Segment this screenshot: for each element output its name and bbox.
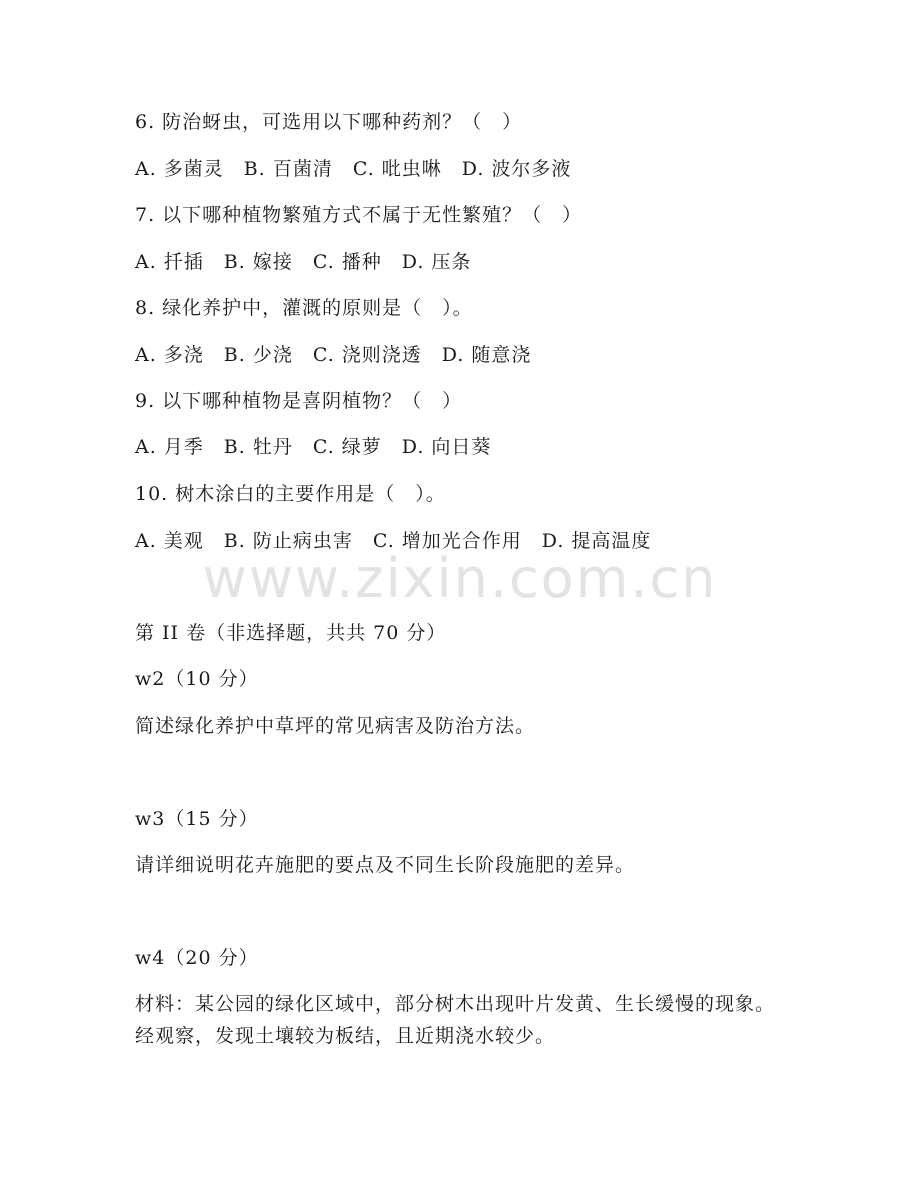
watermark: www.zixin.com.cn bbox=[202, 547, 718, 610]
question-6-stem: 6. 防治蚜虫，可选用以下哪种药剂？（ ） bbox=[135, 111, 523, 133]
question-10-stem: 10. 树木涂白的主要作用是（ ）。 bbox=[135, 483, 446, 505]
question-w2-header: w2（10 分） bbox=[135, 668, 259, 690]
question-9-options: A. 月季 B. 牡丹 C. 绿萝 D. 向日葵 bbox=[135, 436, 492, 458]
question-w4-text: 材料：某公园的绿化区域中，部分树木出现叶片发黄、生长缓慢的现象。经观察，发现土壤较为板结，且近期浇水较少。 bbox=[135, 993, 776, 1047]
question-7-options: A. 扦插 B. 嫁接 C. 播种 D. 压条 bbox=[135, 251, 472, 273]
question-w3-header: w3（15 分） bbox=[135, 808, 259, 830]
question-7-stem: 7. 以下哪种植物繁殖方式不属于无性繁殖？（ ） bbox=[135, 204, 583, 226]
section-2-title: 第 II 卷（非选择题，共共 70 分） bbox=[135, 622, 447, 644]
question-8-stem: 8. 绿化养护中，灌溉的原则是（ ）。 bbox=[135, 297, 473, 319]
question-6-options: A. 多菌灵 B. 百菌清 C. 吡虫啉 D. 波尔多液 bbox=[135, 158, 572, 180]
question-8-options: A. 多浇 B. 少浇 C. 浇则浇透 D. 随意浇 bbox=[135, 344, 532, 366]
question-w2-text: 简述绿化养护中草坪的常见病害及防治方法。 bbox=[135, 715, 536, 737]
question-9-stem: 9. 以下哪种植物是喜阴植物？（ ） bbox=[135, 390, 463, 412]
question-w4-header: w4（20 分） bbox=[135, 947, 259, 969]
question-10-options: A. 美观 B. 防止病虫害 C. 增加光合作用 D. 提高温度 bbox=[135, 530, 652, 552]
question-w3-text: 请详细说明花卉施肥的要点及不同生长阶段施肥的差异。 bbox=[135, 854, 636, 876]
